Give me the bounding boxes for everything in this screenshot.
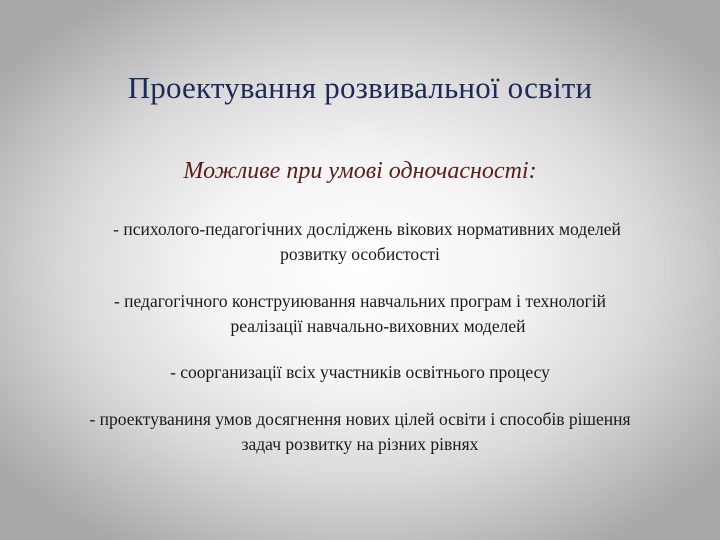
bullet-line: - психолого-педагогічних досліджень вікових нормативних моделей xyxy=(113,219,621,239)
bullet-item xyxy=(0,360,720,385)
bullet-line: - соорганизації всіх участників освітнього процесу xyxy=(170,362,550,382)
slide-subtitle: Можливе при умові одночасності: xyxy=(183,158,537,184)
bullet-line: задач розвитку на різних рівнях xyxy=(241,434,479,454)
bullet-line: - педагогічного конструиювання навчальних програм і технологій xyxy=(113,291,607,311)
bullet-line: - проектуваниня умов досягнення нових цілей освіти і способів рішення xyxy=(89,409,631,429)
bullet-item xyxy=(0,407,720,457)
bullet-item xyxy=(0,289,720,339)
bullet-line: реалізації навчально-виховних моделей xyxy=(230,316,526,336)
slide-title: Проектування розвивальної освіти xyxy=(127,70,593,105)
bullet-item xyxy=(0,217,720,267)
bullet-line: розвитку особистості xyxy=(280,244,440,264)
